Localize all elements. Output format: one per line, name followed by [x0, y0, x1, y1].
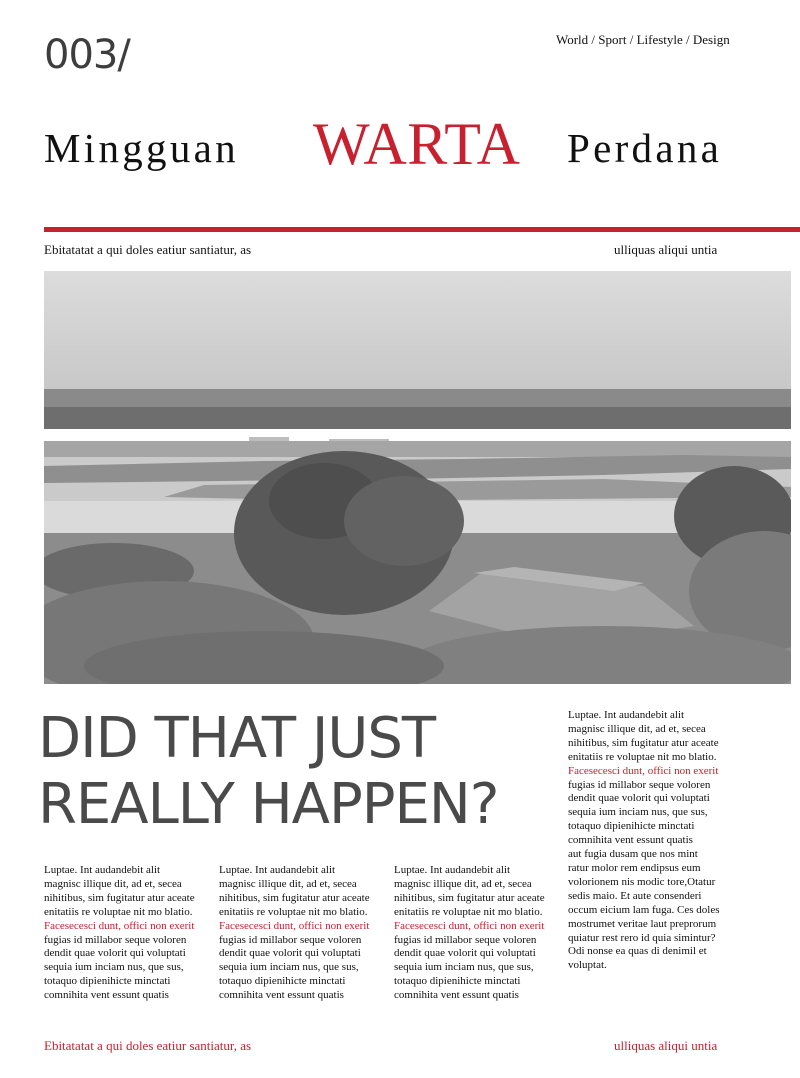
body-text-line: totaquo dipienihicte minctati [44, 975, 171, 988]
body-text-line: dendit quae volorit qui voluptati [568, 792, 710, 805]
body-text-line: Luptae. Int audandebit alit [44, 864, 161, 876]
body-column-4 [568, 709, 736, 973]
headline-line-2: REALLY HAPPEN? [38, 772, 499, 837]
top-strap-right: ulliquas aliqui untia [614, 242, 718, 257]
body-text-line: sequia ium inciam nus, que sus, [219, 961, 359, 974]
body-text-line: Luptae. Int audandebit alit [394, 864, 511, 876]
body-text-line: fugias id millabor seque voloren [44, 933, 187, 946]
body-text-line: volorionem nis modic tore,Otatur [568, 875, 716, 888]
body-text-line: Facesecesci dunt, offici non exerit [44, 919, 195, 932]
body-text-line: dendit quae volorit qui voluptati [44, 947, 186, 960]
body-text-line: fugias id millabor seque voloren [219, 933, 362, 946]
body-text-line: nihitibus, sim fugitatur atur aceate [219, 891, 370, 904]
body-text-line: nihitibus, sim fugitatur atur aceate [44, 891, 195, 904]
body-text-line: sequia ium inciam nus, que sus, [44, 961, 184, 974]
body-text-line: Luptae. Int audandebit alit [568, 709, 685, 721]
body-text-line: sequia ium inciam nus, que sus, [568, 806, 708, 819]
masthead-right-word: Perdana [567, 125, 723, 171]
body-text-line: quiatur rest rero id quia simintur? [568, 931, 716, 944]
body-text-line: totaquo dipienihicte minctati [219, 975, 346, 988]
body-text-line: Facesecesci dunt, offici non exerit [568, 764, 719, 777]
body-text-line: Luptae. Int audandebit alit [219, 864, 336, 876]
body-text-line: Facesecesci dunt, offici non exerit [394, 919, 545, 932]
body-text-line: enitatiis re voluptae nit mo blatio. [219, 905, 368, 918]
body-text-line: enitatiis re voluptae nit mo blatio. [44, 905, 193, 918]
headline-line-1: DID THAT JUST [38, 706, 436, 771]
body-text-line: comnihita vent essunt quatis [568, 834, 693, 847]
body-text-line: occum eicium lam fuga. Ces doles [568, 903, 720, 916]
masthead-title: WARTA [313, 111, 521, 177]
body-text-line: mostrumet veritae laut preprorum [568, 917, 717, 930]
body-text-line: aut fugia dusam que nos mint [568, 848, 698, 861]
body-text-line: totaquo dipienihicte minctati [568, 820, 695, 833]
body-text-line: magnisc illique dit, ad et, secea [568, 722, 706, 735]
body-text-line: voluptat. [568, 959, 607, 972]
body-column-1 [44, 864, 212, 1003]
masthead-left-word: Mingguan [44, 125, 239, 171]
body-text-line: magnisc illique dit, ad et, secea [44, 877, 182, 890]
body-text-line: totaquo dipienihicte minctati [394, 975, 521, 988]
body-text-line: magnisc illique dit, ad et, secea [219, 877, 357, 890]
footer-strap-left: Ebitatatat a qui doles eatiur santiatur, as [44, 1038, 252, 1053]
sections-nav: World / Sport / Lifestyle / Design [556, 32, 730, 47]
body-text-line: dendit quae volorit qui voluptati [219, 947, 361, 960]
headline [38, 706, 558, 838]
masthead-rule [44, 227, 800, 232]
lead-photo [44, 271, 791, 684]
footer-strap-right: ulliquas aliqui untia [614, 1038, 718, 1053]
body-text-line: fugias id millabor seque voloren [394, 933, 537, 946]
body-text-line: comnihita vent essunt quatis [394, 989, 519, 1002]
body-text-line: nihitibus, sim fugitatur atur aceate [394, 891, 545, 904]
body-text-line: sequia ium inciam nus, que sus, [394, 961, 534, 974]
body-text-line: fugias id millabor seque voloren [568, 778, 711, 791]
body-text-line: Facesecesci dunt, offici non exerit [219, 919, 370, 932]
body-text-line: sedis maio. Et aute consenderi [568, 889, 702, 902]
body-text-line: dendit quae volorit qui voluptati [394, 947, 536, 960]
masthead [44, 110, 800, 180]
body-text-line: magnisc illique dit, ad et, secea [394, 877, 532, 890]
body-text-line: enitatiis re voluptae nit mo blatio. [394, 905, 543, 918]
top-strap-left: Ebitatatat a qui doles eatiur santiatur, as [44, 242, 252, 257]
body-text-line: comnihita vent essunt quatis [219, 989, 344, 1002]
body-text-line: ratur molor rem endipsus eum [568, 861, 701, 874]
body-text-line: Odi nonse ea quas di denimil et [568, 945, 707, 958]
body-text-line: comnihita vent essunt quatis [44, 989, 169, 1002]
body-text-line: enitatiis re voluptae nit mo blatio. [568, 750, 717, 763]
body-text-line: nihitibus, sim fugitatur atur aceate [568, 736, 719, 749]
issue-number: 003/ [44, 32, 130, 78]
body-column-2 [219, 864, 387, 1003]
body-column-3 [394, 864, 562, 1003]
